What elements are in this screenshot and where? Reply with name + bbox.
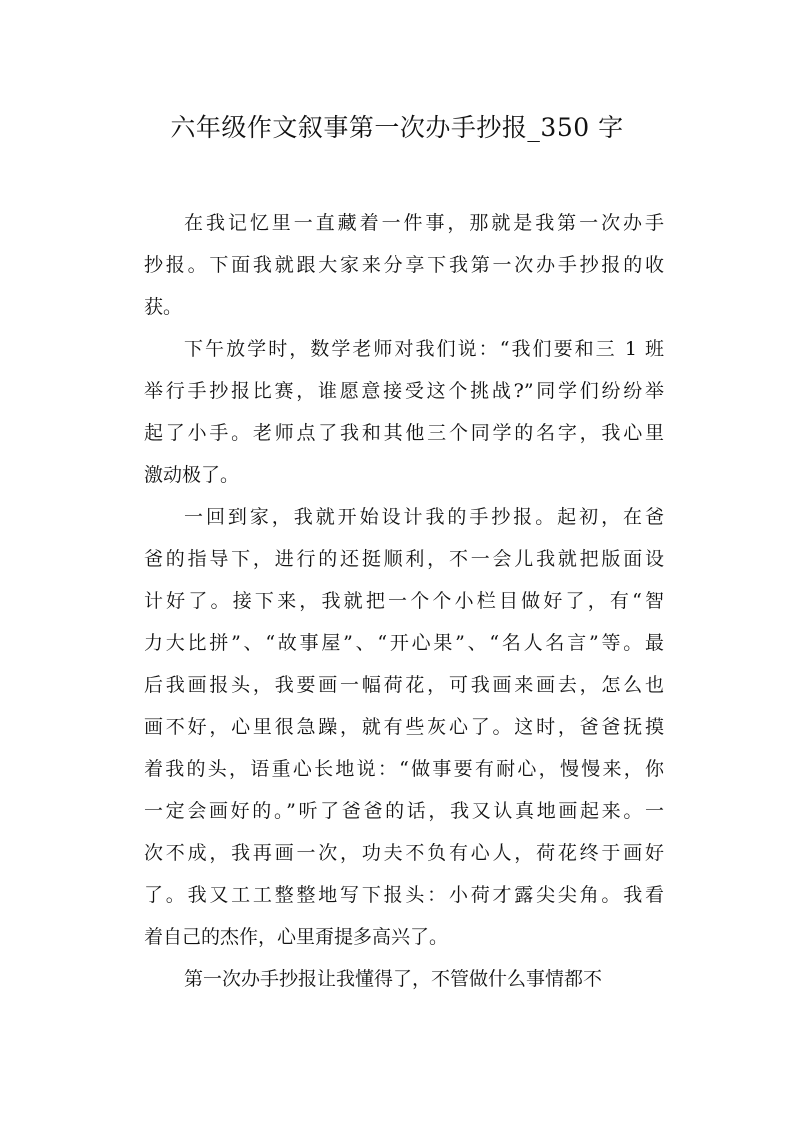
text-line: 获。 — [144, 296, 183, 318]
text-line: 力大比拼”、“故事屋”、“开心果”、“名人名言”等。最 — [144, 632, 664, 654]
text-line: 爸的指导下，进行的还挺顺利，不一会儿我就把版面设 — [144, 548, 664, 570]
document-body — [144, 202, 664, 1000]
text-line: 次不成，我再画一次，功夫不负有心人，荷花终于画好 — [144, 842, 664, 864]
text-line: 一定会画好的。”听了爸爸的话，我又认真地画起来。一 — [144, 800, 664, 822]
text-line: 计好了。接下来，我就把一个个小栏目做好了，有“智 — [144, 590, 664, 612]
text-line: 第一次办手抄报让我懂得了，不管做什么事情都不 — [184, 968, 603, 990]
text-line: 着我的头，语重心长地说：“做事要有耐心，慢慢来，你 — [144, 758, 664, 780]
text-line: 着自己的杰作，心里甭提多高兴了。 — [144, 926, 449, 948]
text-line: 后我画报头，我要画一幅荷花，可我画来画去，怎么也 — [144, 674, 664, 696]
text-line: 了。我又工工整整地写下报头：小荷才露尖尖角。我看 — [144, 884, 664, 906]
text-line: 在我记忆里一直藏着一件事，那就是我第一次办手 — [184, 212, 664, 234]
paragraph — [144, 496, 664, 958]
text-line: 一回到家，我就开始设计我的手抄报。起初，在爸 — [184, 506, 664, 528]
text-line: 起了小手。老师点了我和其他三个同学的名字，我心里 — [144, 422, 664, 444]
text-line: 激动极了。 — [144, 464, 240, 486]
text-line: 举行手抄报比赛，谁愿意接受这个挑战?”同学们纷纷举 — [144, 380, 664, 402]
paragraph — [144, 202, 664, 328]
document-title: 六年级作文叙事第一次办手抄报_350 字 — [170, 113, 624, 142]
paragraph — [144, 328, 664, 496]
text-line: 下午放学时，数学老师对我们说：“我们要和三 1 班 — [184, 338, 664, 360]
paragraph — [144, 958, 664, 1000]
text-line: 画不好，心里很急躁，就有些灰心了。这时，爸爸抚摸 — [144, 716, 664, 738]
text-line: 抄报。下面我就跟大家来分享下我第一次办手抄报的收 — [144, 254, 664, 276]
